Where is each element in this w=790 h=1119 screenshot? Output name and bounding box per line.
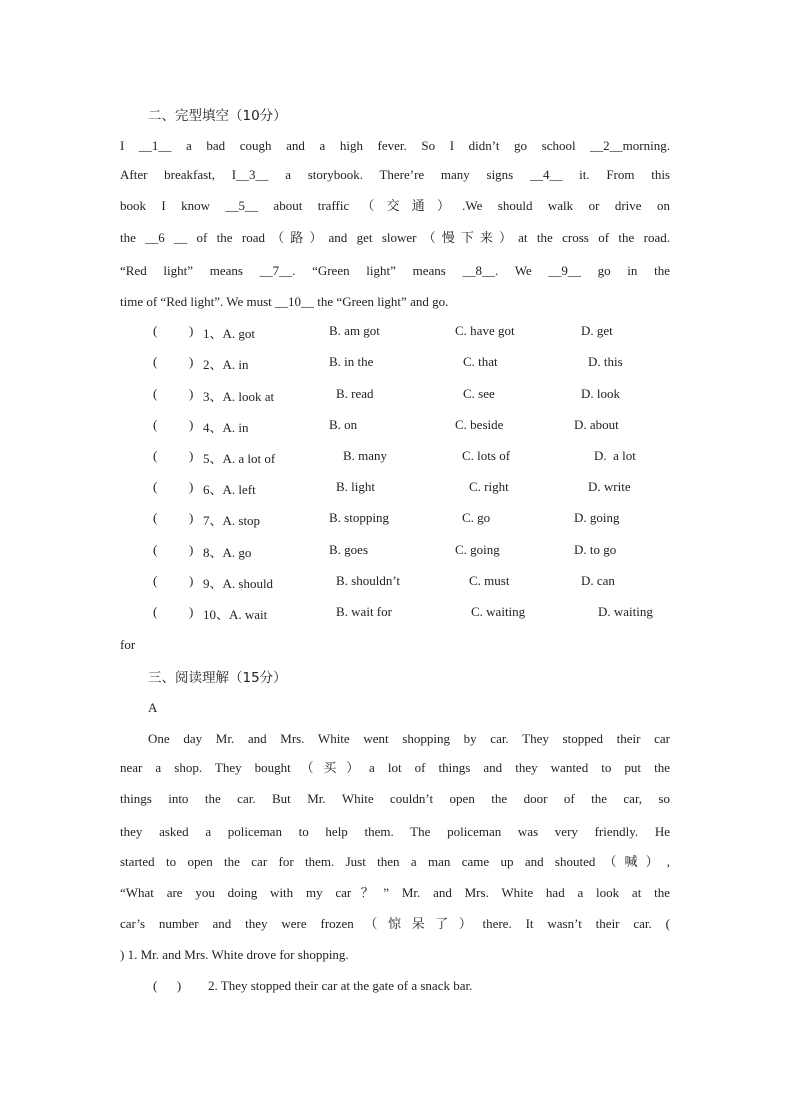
reading-question-2: 2. They stopped their car at the gate of a snack bar. xyxy=(208,978,473,993)
option-a: 1、A. got xyxy=(203,326,256,341)
answer-paren-close: ) xyxy=(189,573,194,588)
option-a: 4、A. in xyxy=(203,420,249,435)
answer-paren-open[interactable]: ( xyxy=(153,510,158,525)
reading-line-2: near a shop. They bought（买）a lot of things and they wanted to put the xyxy=(120,760,670,775)
part-label: A xyxy=(148,700,158,715)
answer-paren-close: ) xyxy=(189,354,194,369)
answer-paren-close: ) xyxy=(189,479,194,494)
option-a: 3、A. look at xyxy=(203,389,275,404)
option-b: B. goes xyxy=(329,542,368,557)
option-d: D. to go xyxy=(574,542,617,557)
reading-question-1: ) 1. Mr. and Mrs. White drove for shopping. xyxy=(120,947,349,962)
option-c: C. go xyxy=(462,510,491,525)
option-d: D. this xyxy=(588,354,623,369)
reading-line-1: One day Mr. and Mrs. White went shopping by car. They stopped their car xyxy=(148,731,670,746)
section3-heading: 三、阅读理解（15分） xyxy=(148,670,287,686)
answer-paren-open[interactable]: ( xyxy=(153,542,158,557)
option-b: B. on xyxy=(329,417,358,432)
option-c: C. have got xyxy=(455,323,515,338)
option-c: C. must xyxy=(469,573,510,588)
option-a: 6、A. left xyxy=(203,482,256,497)
answer-paren-open[interactable]: ( xyxy=(153,417,158,432)
option-d: D. look xyxy=(581,386,620,401)
option-a: 5、A. a lot of xyxy=(203,451,276,466)
answer-paren-close: ) xyxy=(189,604,194,619)
reading-line-5: started to open the car for them. Just then a man came up and shouted（喊）, xyxy=(120,854,670,869)
question-row xyxy=(153,479,673,495)
cloze-line-6: time of “Red light”. We must __10__ the “Green light” and go. xyxy=(120,294,449,309)
cloze-line-4: the __6 __ of the road（路）and get slower（慢下来）at the cross of the road. xyxy=(120,230,670,245)
answer-paren-close: ) xyxy=(189,386,194,401)
question-row xyxy=(153,354,673,370)
option-b: B. read xyxy=(336,386,374,401)
option-b: B. shouldn’t xyxy=(336,573,401,588)
question-row xyxy=(153,573,673,589)
cloze-line-5: “Red light” means __7__. “Green light” means __8__. We __9__ go in the xyxy=(120,263,670,278)
option-b: B. wait for xyxy=(336,604,392,619)
answer-paren-close: ) xyxy=(189,323,194,338)
option-b: B. stopping xyxy=(329,510,389,525)
option-d: D. going xyxy=(574,510,620,525)
question-row xyxy=(153,604,673,620)
option-b: B. in the xyxy=(329,354,374,369)
option-a: 8、A. go xyxy=(203,545,252,560)
option-b: B. am got xyxy=(329,323,380,338)
answer-paren-close: ) xyxy=(189,542,194,557)
option-b: B. many xyxy=(343,448,388,463)
answer-paren-close: ) xyxy=(189,417,194,432)
section2-heading: 二、完型填空（10分） xyxy=(148,108,287,124)
option-c: C. waiting xyxy=(471,604,526,619)
question-row xyxy=(153,510,673,526)
question-row xyxy=(153,417,673,433)
cloze-line-1: I __1__ a bad cough and a high fever. So I didn’t go school __2__morning. xyxy=(120,138,670,153)
cloze-line-3: book I know __5__ about traffic（交通）.We should walk or drive on xyxy=(120,198,670,213)
question-row xyxy=(153,542,673,558)
option-a: 9、A. should xyxy=(203,576,274,591)
option-d: D. can xyxy=(581,573,615,588)
reading-question-2-paren[interactable]: ( ) xyxy=(153,978,182,993)
reading-line-4: they asked a policeman to help them. The policeman was very friendly. He xyxy=(120,824,670,839)
option-a: 2、A. in xyxy=(203,357,249,372)
option-c: C. lots of xyxy=(462,448,511,463)
answer-paren-open[interactable]: ( xyxy=(153,479,158,494)
answer-paren-open[interactable]: ( xyxy=(153,354,158,369)
option-c: C. beside xyxy=(455,417,504,432)
question-row xyxy=(153,448,673,464)
option-d: D. about xyxy=(574,417,619,432)
answer-paren-open[interactable]: ( xyxy=(153,573,158,588)
answer-paren-open[interactable]: ( xyxy=(153,604,158,619)
option-b: B. light xyxy=(336,479,376,494)
question-row xyxy=(153,386,673,402)
reading-line-3: things into the car. But Mr. White couldn’t open the door of the car, so xyxy=(120,791,670,806)
option-d: D. a lot xyxy=(594,448,636,463)
option-c: C. right xyxy=(469,479,509,494)
option-d: D. waiting xyxy=(598,604,653,619)
option-d: D. get xyxy=(581,323,613,338)
option-c: C. see xyxy=(463,386,495,401)
reading-line-6: “What are you doing with my car？” Mr. and Mrs. White had a look at the xyxy=(120,885,670,900)
answer-paren-close: ) xyxy=(189,448,194,463)
option-c: C. that xyxy=(463,354,498,369)
answer-paren-close: ) xyxy=(189,510,194,525)
option-a: 7、A. stop xyxy=(203,513,261,528)
question-row xyxy=(153,323,673,339)
option-c: C. going xyxy=(455,542,500,557)
answer-paren-open[interactable]: ( xyxy=(153,386,158,401)
answer-paren-open[interactable]: ( xyxy=(153,448,158,463)
option-d: D. write xyxy=(588,479,631,494)
answer-paren-open[interactable]: ( xyxy=(153,323,158,338)
question-10-wrap: for xyxy=(120,637,136,652)
cloze-line-2: After breakfast, I__3__ a storybook. There’re many signs __4__ it. From this xyxy=(120,167,670,182)
reading-line-7: car’s number and they were frozen（惊呆了）there. It wasn’t their car. ( xyxy=(120,916,670,931)
option-a: 10、A. wait xyxy=(203,607,268,622)
